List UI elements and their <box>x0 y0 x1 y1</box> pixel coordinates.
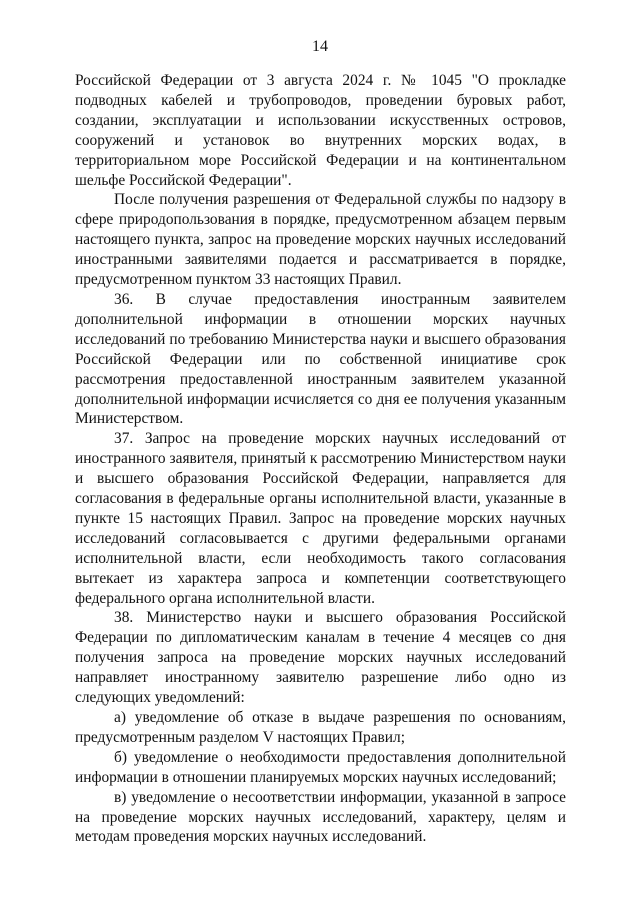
page-number: 14 <box>312 38 328 55</box>
paragraph: 38. Министерство науки и высшего образования Российской Федерации по дипломатическим каналам в течение 4 месяцев со дня получения запроса на проведение морских научных исследований направляет иностранному заявителю разрешение либо одно из следующих уведомлений: <box>75 609 566 707</box>
document-body <box>75 71 566 847</box>
paragraph: 36. В случае предоставления иностранным заявителем дополнительной информации в отношении морских научных исследований по требованию Министерства науки и высшего образования Российской Федерации или по собственной инициативе срок рассмотрения предоставленной иностранным заявителем указанной дополнительной информации исчисляется со дня ее получения указанным Министерством. <box>75 290 566 428</box>
paragraph: в) уведомление о несоответствии информации, указанной в запросе на проведение морских научных исследований, характеру, целям и методам проведения морских научных исследований. <box>75 788 566 846</box>
paragraph: Российской Федерации от 3 августа 2024 г. № 1045 "О прокладке подводных кабелей и трубопроводов, проведении буровых работ, создании, эксплуатации и использовании искусственных островов, сооружений и установок во внутренних морских водах, в территориальном море Российской Федерации и на континентальном шельфе Российской Федерации". <box>75 72 566 189</box>
paragraph: После получения разрешения от Федеральной службы по надзору в сфере природопользования в порядке, предусмотренном абзацем первым настоящего пункта, запрос на проведение морских научных исследований иностранными заявителями подается и рассматривается в порядке, предусмотренном пунктом 33 настоящих Правил. <box>75 191 566 289</box>
paragraph: 37. Запрос на проведение морских научных исследований от иностранного заявителя, принятый к рассмотрению Министерством науки и высшего образования Российской Федерации, направляется для согласования в федеральные органы исполнительной власти, указанные в пункте 15 настоящих Правил. Запрос на проведение морских научных исследований согласовывается с другими федеральными органами исполнительной власти, если необходимость такого согласования вытекает из характера запроса и компетенции соответствующего федерального органа исполнительной власти. <box>75 430 566 607</box>
paragraph: а) уведомление об отказе в выдаче разрешения по основаниям, предусмотренным разделом V настоящих Правил; <box>75 709 566 746</box>
paragraph: б) уведомление о необходимости предоставления дополнительной информации в отношении планируемых морских научных исследований; <box>75 748 566 786</box>
